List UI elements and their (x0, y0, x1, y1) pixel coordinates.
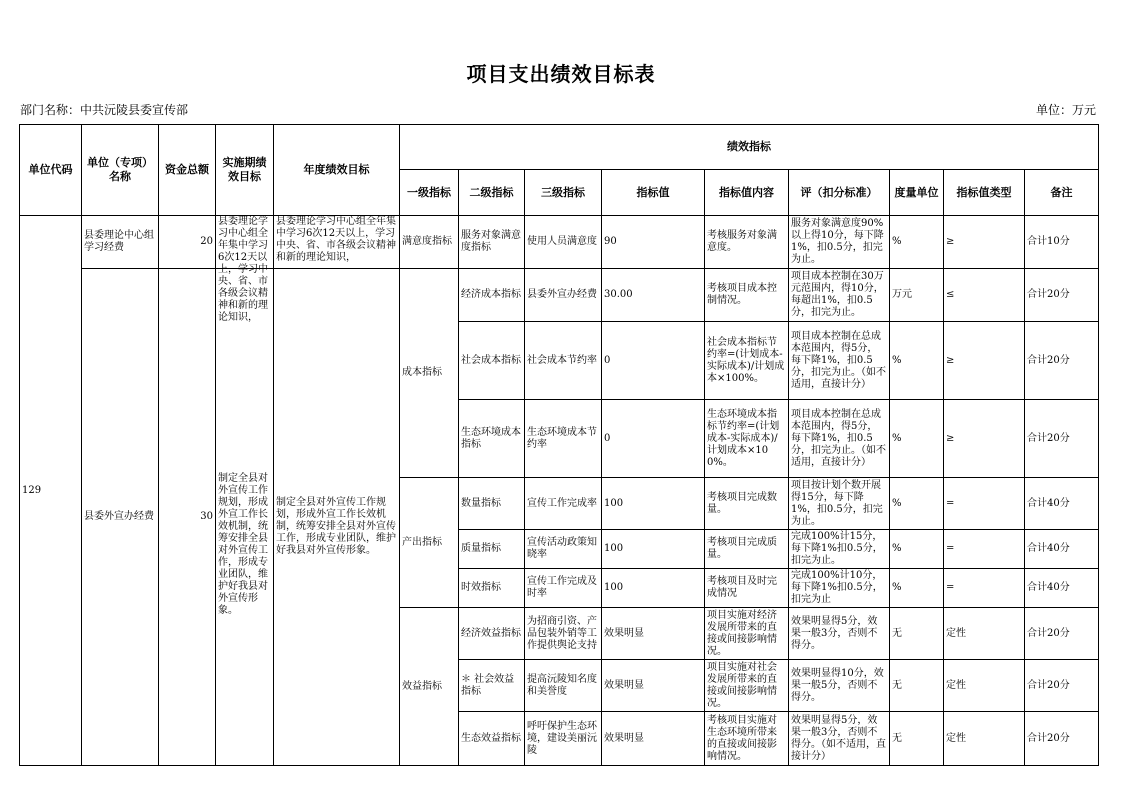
header-measure-unit: 度量单位 (890, 170, 944, 216)
score-cell: 效果明显得10分，效果一般5分，否则不得分。 (789, 660, 890, 712)
value-cell: 0 (602, 322, 705, 400)
value-cell: 90 (602, 216, 705, 269)
type-cell: = (944, 478, 1025, 530)
unit-label: 单位：万元 (1035, 103, 1096, 117)
table-row (20, 269, 1099, 322)
page-title: 项目支出绩效目标表 (466, 62, 656, 86)
content-cell: 考核项目及时完成情况 (705, 569, 789, 608)
type-cell: 定性 (944, 660, 1025, 712)
level2-cell: 生态环境成本指标 (459, 400, 525, 478)
value-cell: 0 (602, 400, 705, 478)
content-cell: 项目实施对社会发展所带来的直接或间接影响情况。 (707, 661, 777, 709)
header-total-funds: 资金总额 (159, 125, 216, 216)
type-cell: = (944, 530, 1025, 569)
group-benefit: 效益指标 (400, 608, 459, 766)
level2-cell: 社会成本指标 (459, 322, 525, 400)
score-cell: 效果明显得5分，效果一般3分，否则不得分。（如不适用，直接计分） (791, 714, 886, 762)
level2-cell: 经济效益指标 (459, 608, 525, 660)
score-cell: 项目成本控制在30万元范围内，得10分，每超出1%，扣0.5分，扣完为止。 (791, 271, 884, 318)
type-cell: ≥ (944, 400, 1025, 478)
content-cell: 项目实施对经济发展所带来的直接或间接影响情况。 (707, 609, 777, 657)
remark-cell: 合计40分 (1025, 530, 1099, 569)
level3-cell: 宣传工作完成及时率 (525, 569, 602, 608)
measure-cell: % (890, 478, 944, 530)
score-cell: 项目成本控制在总成本范围内，得5分，每下降1%，扣0.5分，扣完为止。（如不适用，直接计分） (791, 408, 886, 468)
remark-cell: 合计20分 (1025, 322, 1099, 400)
level2-cell: 服务对象满意度指标 (459, 216, 525, 269)
header-annual-goal: 年度绩效目标 (274, 125, 400, 216)
level3-cell: 县委外宣办经费 (525, 269, 602, 322)
header-indicators: 绩效指标 (400, 125, 1099, 170)
value-cell: 30.00 (602, 269, 705, 322)
remark-cell: 合计20分 (1025, 269, 1099, 322)
project-funds: 30 (159, 269, 216, 766)
type-cell: 定性 (944, 608, 1025, 660)
measure-cell: 无 (890, 712, 944, 766)
group-cost: 成本指标 (400, 269, 459, 478)
header-period-goal: 实施期绩效目标 (216, 125, 274, 216)
type-cell: ≥ (944, 322, 1025, 400)
type-cell: 定性 (944, 712, 1025, 766)
value-cell: 效果明显 (602, 608, 705, 660)
header-level2: 二级指标 (459, 170, 525, 216)
unit-code: 129 (20, 216, 82, 766)
department-label: 部门名称：中共沅陵县委宣传部 (20, 103, 189, 117)
content-cell: 考核项目成本控制情况。 (705, 269, 789, 322)
level2-cell: 经济成本指标 (459, 269, 525, 322)
annual-goal: 县委理论学习中心组全年集中学习6次12天以上，学习中央、省、市各级会议精神和新的理论知识， (276, 216, 396, 263)
content-cell: 考核服务对象满意度。 (705, 216, 789, 269)
header-value: 指标值 (602, 170, 705, 216)
score-cell: 效果明显得5分，效果一般3分，否则不得分。 (789, 608, 890, 660)
level3-cell: 使用人员满意度 (525, 216, 602, 269)
header-remark: 备注 (1025, 170, 1099, 216)
level3-cell: 为招商引资、产品包装外销等工作提供舆论支持 (527, 615, 597, 651)
remark-cell: 合计20分 (1025, 712, 1099, 766)
annual-goal: 制定全县对外宣传工作规划，形成外宣工作长效机制，统筹安排全县对外宣传工作，形成专业团队，维护好我县对外宣传形象。 (276, 497, 396, 556)
period-goal: 县委理论学习中心组全年集中学习6次12天以上，学习中央、省、市各级会议精神和新的理论知识， (218, 216, 268, 323)
level2-cell: 质量指标 (459, 530, 525, 569)
value-cell: 100 (602, 478, 705, 530)
period-goal: 制定全县对外宣传工作规划，形成外宣工作长效机制，统筹安排全县对外宣传工作，形成专业团队，维护好我县对外宣传形象。 (218, 472, 268, 616)
level3-cell: 宣传活动政策知晓率 (525, 530, 602, 569)
content-cell: 生态环境成本指标节约率=(计划成本-实际成本)/计划成本×100%。 (707, 408, 780, 468)
remark-cell: 合计10分 (1025, 216, 1099, 269)
remark-cell: 合计20分 (1025, 608, 1099, 660)
remark-cell: 合计40分 (1025, 569, 1099, 608)
project-funds: 20 (159, 216, 216, 269)
header-project-name: 单位（专项）名称 (82, 125, 159, 216)
header-value-type: 指标值类型 (944, 170, 1025, 216)
table-row (20, 216, 1099, 269)
type-cell: ≥ (944, 216, 1025, 269)
header-content: 指标值内容 (705, 170, 789, 216)
score-cell: 服务对象满意度90%以上得10分，每下降1%，扣0.5分，扣完为止。 (791, 218, 884, 265)
type-cell: = (944, 569, 1025, 608)
content-cell: 考核项目实施对生态环境所带来的直接或间接影响情况。 (707, 714, 777, 762)
level3-cell: 社会成本节约率 (525, 322, 602, 400)
content-cell: 考核项目完成数量。 (705, 478, 789, 530)
header-level3: 三级指标 (525, 170, 602, 216)
level3-cell: 生态环境成本节约率 (525, 400, 602, 478)
value-cell: 效果明显 (602, 660, 705, 712)
remark-cell: 合计20分 (1025, 400, 1099, 478)
level2-cell: ＊ 社会效益指标 (459, 660, 525, 712)
remark-cell: 合计20分 (1025, 660, 1099, 712)
value-cell: 效果明显 (602, 712, 705, 766)
type-cell: ≤ (944, 269, 1025, 322)
measure-cell: % (890, 400, 944, 478)
content-cell: 考核项目完成质量。 (705, 530, 789, 569)
measure-cell: 万元 (890, 269, 944, 322)
measure-cell: 无 (890, 660, 944, 712)
level3-cell: 呼吁保护生态环境，建设美丽沅陵 (525, 712, 602, 766)
level3-cell: 宣传工作完成率 (525, 478, 602, 530)
score-cell: 项目成本控制在总成本范围内，得5分，每下降1%，扣0.5分，扣完为止。（如不适用，直接计分） (791, 330, 886, 390)
level3-cell: 提高沅陵知名度和美誉度 (525, 660, 602, 712)
measure-cell: % (890, 530, 944, 569)
level2-cell: 数量指标 (459, 478, 525, 530)
measure-cell: % (890, 569, 944, 608)
project-name: 县委理论中心组学习经费 (82, 216, 159, 269)
level1-cell: 满意度指标 (400, 216, 459, 269)
score-cell: 项目按计划个数开展得15分，每下降1%，扣0.5分，扣完为止。 (791, 479, 883, 527)
group-output: 产出指标 (400, 478, 459, 608)
score-cell: 完成100%计10分，每下降1%扣0.5分，扣完为止 (791, 570, 883, 605)
header-unit-code: 单位代码 (20, 125, 82, 216)
project-name: 县委外宣办经费 (82, 269, 159, 766)
score-cell: 完成100%计15分，每下降1%扣0.5分，扣完为止。 (791, 531, 883, 566)
header-level1: 一级指标 (400, 170, 459, 216)
remark-cell: 合计40分 (1025, 478, 1099, 530)
value-cell: 100 (602, 569, 705, 608)
measure-cell: % (890, 322, 944, 400)
header-score: 评（扣分标准） (789, 170, 890, 216)
level2-cell: 时效指标 (459, 569, 525, 608)
value-cell: 100 (602, 530, 705, 569)
level2-cell: 生态效益指标 (459, 712, 525, 766)
measure-cell: 无 (890, 608, 944, 660)
content-cell: 社会成本指标节约率=(计划成本-实际成本)/计划成本×100%。 (707, 336, 785, 384)
measure-cell: % (890, 216, 944, 269)
performance-table (19, 124, 1099, 766)
